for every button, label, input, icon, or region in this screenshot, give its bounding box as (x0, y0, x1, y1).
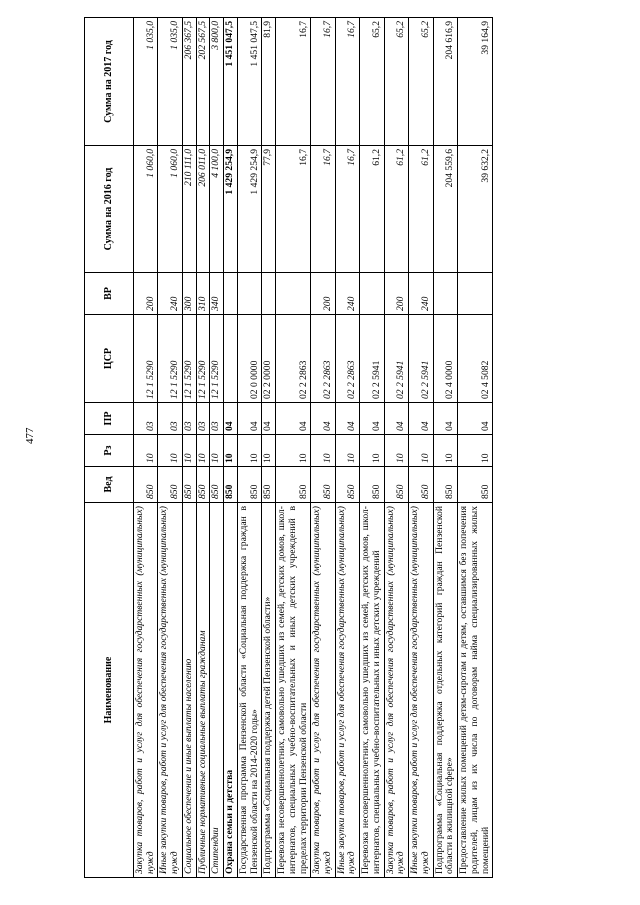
cell-rz: 10 (311, 435, 335, 467)
cell-pr: 04 (335, 403, 359, 435)
cell-ved: 850 (311, 467, 335, 503)
cell-csr: 02 4 5082 (458, 315, 493, 403)
cell-vr: 240 (409, 273, 433, 315)
cell-vr: 200 (311, 273, 335, 315)
table-row (335, 18, 359, 878)
header-vr: ВР (85, 273, 134, 315)
cell-sum-2016: 210 111,0 (182, 146, 196, 273)
cell-sum-2016: 204 559,6 (433, 146, 457, 273)
cell-vr: 340 (210, 273, 224, 315)
cell-csr: 02 2 2863 (311, 315, 335, 403)
cell-vr: 240 (158, 273, 182, 315)
cell-vr: 240 (335, 273, 359, 315)
cell-name: Перевозка несовершеннолетних, самовольно ушедших из семей, детских домов, школ-интернатов, специальных учебно-воспитательных и иных детских учреждений в пределах территории Пензенской области (276, 503, 311, 878)
cell-pr: 04 (360, 403, 384, 435)
cell-csr (224, 315, 238, 403)
cell-ved: 850 (384, 467, 408, 503)
cell-vr: 300 (182, 273, 196, 315)
cell-vr (262, 273, 276, 315)
cell-pr: 03 (182, 403, 196, 435)
cell-name: Иные закупки товаров, работ и услуг для обеспечения государственных (муниципальных) нужд (158, 503, 182, 878)
cell-pr: 04 (237, 403, 261, 435)
cell-name: Иные закупки товаров, работ и услуг для обеспечения государственных (муниципальных) нужд (409, 503, 433, 878)
cell-ved: 850 (262, 467, 276, 503)
cell-csr: 12 1 5290 (158, 315, 182, 403)
rotated-table-wrapper (84, 18, 591, 878)
cell-csr: 12 1 5290 (210, 315, 224, 403)
table-row (134, 18, 158, 878)
cell-sum-2017: 1 451 047,5 (224, 18, 238, 146)
cell-pr: 03 (210, 403, 224, 435)
cell-rz: 10 (458, 435, 493, 467)
cell-vr (237, 273, 261, 315)
cell-name: Подпрограмма «Социальная поддержка отдельных категорий граждан Пензенской области в жилищной сфере» (433, 503, 457, 878)
cell-pr: 04 (409, 403, 433, 435)
cell-rz: 10 (182, 435, 196, 467)
header-sum-2016: Сумма на 2016 год (85, 146, 134, 273)
cell-rz: 10 (335, 435, 359, 467)
cell-csr: 12 1 5290 (196, 315, 210, 403)
cell-sum-2016: 16,7 (311, 146, 335, 273)
cell-name: Стипендии (210, 503, 224, 878)
cell-pr: 04 (311, 403, 335, 435)
cell-sum-2017: 81,9 (262, 18, 276, 146)
cell-name: Подпрограмма «Социальная поддержка детей Пензенской области» (262, 503, 276, 878)
cell-csr: 02 0 0000 (237, 315, 261, 403)
cell-sum-2017: 202 567,5 (196, 18, 210, 146)
cell-rz: 10 (196, 435, 210, 467)
header-ved: Вед (85, 467, 134, 503)
cell-name: Закупка товаров, работ и услуг для обеспечения государственных (муниципальных) нужд (311, 503, 335, 878)
table-row (433, 18, 457, 878)
cell-sum-2016: 16,7 (276, 146, 311, 273)
cell-sum-2016: 16,7 (335, 146, 359, 273)
table-body (134, 18, 493, 878)
cell-sum-2017: 65,2 (409, 18, 433, 146)
cell-name: Иные закупки товаров, работ и услуг для обеспечения государственных (муниципальных) нужд (335, 503, 359, 878)
cell-pr: 03 (134, 403, 158, 435)
cell-name: Государственная программа Пензенской области «Социальная поддержка граждан в Пензенской области на 2014-2020 годы» (237, 503, 261, 878)
cell-rz: 10 (276, 435, 311, 467)
cell-sum-2017: 39 164,9 (458, 18, 493, 146)
table-row (311, 18, 335, 878)
cell-vr: 310 (196, 273, 210, 315)
cell-sum-2016: 1 429 254,9 (224, 146, 238, 273)
cell-name: Закупка товаров, работ и услуг для обеспечения государственных (муниципальных) нужд (384, 503, 408, 878)
cell-pr: 03 (196, 403, 210, 435)
cell-vr (360, 273, 384, 315)
cell-csr: 12 1 5290 (182, 315, 196, 403)
budget-table (84, 17, 493, 878)
cell-rz: 10 (224, 435, 238, 467)
cell-rz: 10 (384, 435, 408, 467)
cell-sum-2017: 206 367,5 (182, 18, 196, 146)
cell-name: Предоставление жилых помещений детям-сиротам и детям, оставшимся без попечения родителей, лицам из их числа по договорам найма специализированных жилых помещений (458, 503, 493, 878)
cell-pr: 04 (458, 403, 493, 435)
table-row (210, 18, 224, 878)
cell-ved: 850 (134, 467, 158, 503)
cell-rz: 10 (433, 435, 457, 467)
page-number: 477 (24, 427, 36, 444)
cell-sum-2016: 1 060,0 (134, 146, 158, 273)
table-row (262, 18, 276, 878)
cell-vr (458, 273, 493, 315)
cell-csr: 12 1 5290 (134, 315, 158, 403)
cell-pr: 04 (224, 403, 238, 435)
cell-sum-2017: 3 800,0 (210, 18, 224, 146)
cell-sum-2016: 4 100,0 (210, 146, 224, 273)
table-row (409, 18, 433, 878)
cell-vr (276, 273, 311, 315)
header-name: Наименование (85, 503, 134, 878)
cell-ved: 850 (276, 467, 311, 503)
cell-ved: 850 (210, 467, 224, 503)
cell-vr: 200 (384, 273, 408, 315)
cell-csr: 02 2 5941 (384, 315, 408, 403)
cell-sum-2016: 206 011,0 (196, 146, 210, 273)
table-row (458, 18, 493, 878)
cell-ved: 850 (409, 467, 433, 503)
cell-sum-2016: 1 429 254,9 (237, 146, 261, 273)
cell-rz: 10 (237, 435, 261, 467)
cell-rz: 10 (134, 435, 158, 467)
cell-sum-2016: 1 060,0 (158, 146, 182, 273)
cell-sum-2016: 61,2 (360, 146, 384, 273)
cell-csr: 02 2 0000 (262, 315, 276, 403)
cell-sum-2017: 16,7 (311, 18, 335, 146)
cell-csr: 02 2 2863 (276, 315, 311, 403)
header-rz: Рз (85, 435, 134, 467)
cell-sum-2017: 16,7 (276, 18, 311, 146)
cell-csr: 02 4 0000 (433, 315, 457, 403)
cell-sum-2017: 65,2 (384, 18, 408, 146)
cell-sum-2016: 61,2 (409, 146, 433, 273)
header-pr: ПР (85, 403, 134, 435)
cell-rz: 10 (158, 435, 182, 467)
cell-ved: 850 (335, 467, 359, 503)
cell-ved: 850 (458, 467, 493, 503)
cell-vr: 200 (134, 273, 158, 315)
table-row (158, 18, 182, 878)
table-row (182, 18, 196, 878)
cell-name: Публичные нормативные социальные выплаты гражданам (196, 503, 210, 878)
cell-rz: 10 (262, 435, 276, 467)
table-row (360, 18, 384, 878)
cell-name: Закупка товаров, работ и услуг для обеспечения государственных (муниципальных) нужд (134, 503, 158, 878)
cell-csr: 02 2 2863 (335, 315, 359, 403)
cell-sum-2017: 204 616,9 (433, 18, 457, 146)
cell-ved: 850 (433, 467, 457, 503)
cell-ved: 850 (360, 467, 384, 503)
cell-ved: 850 (182, 467, 196, 503)
cell-ved: 850 (158, 467, 182, 503)
cell-sum-2017: 1 035,0 (134, 18, 158, 146)
header-sum-2017: Сумма на 2017 год (85, 18, 134, 146)
cell-csr: 02 2 5941 (409, 315, 433, 403)
cell-sum-2017: 1 035,0 (158, 18, 182, 146)
cell-sum-2016: 61,2 (384, 146, 408, 273)
cell-pr: 04 (262, 403, 276, 435)
cell-ved: 850 (224, 467, 238, 503)
cell-name: Социальное обеспечение и иные выплаты населению (182, 503, 196, 878)
table-row (224, 18, 238, 878)
table-row (196, 18, 210, 878)
cell-pr: 03 (158, 403, 182, 435)
cell-rz: 10 (210, 435, 224, 467)
cell-ved: 850 (196, 467, 210, 503)
cell-name: Перевозка несовершеннолетних, самовольно ушедших из семей, детских домов, школ-интернатов, специальных учебно-воспитательных и иных детских учреждений (360, 503, 384, 878)
cell-sum-2016: 39 632,2 (458, 146, 493, 273)
cell-sum-2016: 77,9 (262, 146, 276, 273)
table-row (384, 18, 408, 878)
cell-pr: 04 (433, 403, 457, 435)
cell-pr: 04 (276, 403, 311, 435)
cell-vr (224, 273, 238, 315)
table-row (276, 18, 311, 878)
cell-sum-2017: 16,7 (335, 18, 359, 146)
header-csr: ЦСР (85, 315, 134, 403)
cell-sum-2017: 1 451 047,5 (237, 18, 261, 146)
cell-rz: 10 (360, 435, 384, 467)
table-header-row (85, 18, 134, 878)
table-row (237, 18, 261, 878)
cell-vr (433, 273, 457, 315)
cell-sum-2017: 65,2 (360, 18, 384, 146)
cell-name: Охрана семьи и детства (224, 503, 238, 878)
cell-ved: 850 (237, 467, 261, 503)
cell-csr: 02 2 5941 (360, 315, 384, 403)
cell-pr: 04 (384, 403, 408, 435)
cell-rz: 10 (409, 435, 433, 467)
